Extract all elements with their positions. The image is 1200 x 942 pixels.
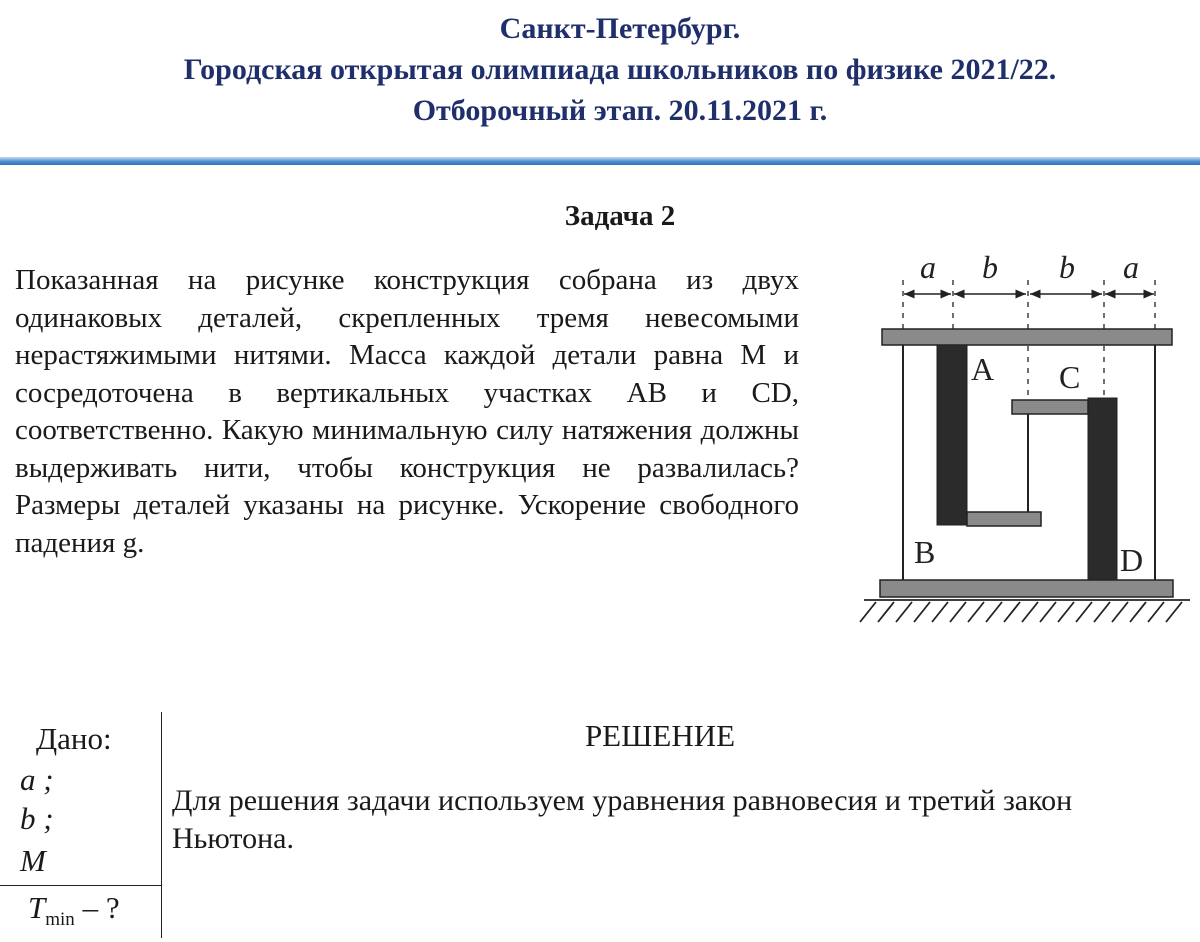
header-line-city: Санкт-Петербург. bbox=[499, 12, 741, 45]
dim-label-a-left: a bbox=[920, 249, 936, 285]
part-ab-horizontal bbox=[967, 512, 1041, 526]
given-title: Дано: bbox=[36, 721, 112, 756]
ground-hatching bbox=[860, 600, 1190, 622]
header-line-olympiad: Городская открытая олимпиада школьников по физике 2021/22. bbox=[183, 53, 1057, 86]
document-header bbox=[0, 8, 1200, 131]
part-cd-horizontal bbox=[1012, 400, 1088, 414]
find-quantity bbox=[28, 890, 120, 931]
dim-label-a-right: a bbox=[1123, 249, 1139, 285]
top-bar bbox=[882, 329, 1172, 345]
header-divider bbox=[0, 157, 1200, 165]
given-block bbox=[0, 712, 162, 938]
solution-title: РЕШЕНИЕ bbox=[584, 718, 736, 753]
label-d: D bbox=[1120, 542, 1144, 578]
construction-figure bbox=[850, 238, 1195, 628]
find-subscript: min bbox=[45, 909, 75, 931]
dim-label-b-left: b bbox=[982, 249, 998, 285]
given-divider bbox=[0, 885, 161, 886]
task-title: Задача 2 bbox=[564, 200, 676, 232]
problem-statement: Показанная на рисунке конструкция собрана из двух одинаковых деталей, скрепленных тремя невесомыми нерастяжимыми нитями. Масса каждой детали равна M и сосредоточена в вертикальных участках AB и CD, соответственно. Какую минимальную силу натяжения должны выдерживать нити, чтобы конструкция не развалилась? Размеры деталей указаны на рисунке. Ускорение свободного падения g. bbox=[15, 264, 799, 559]
label-c: C bbox=[1059, 359, 1081, 395]
bottom-bar bbox=[880, 580, 1173, 597]
part-ab-vertical bbox=[937, 345, 967, 525]
dim-label-b-right: b bbox=[1059, 249, 1075, 285]
given-b: b ; bbox=[20, 801, 54, 836]
label-a: A bbox=[971, 351, 995, 387]
find-symbol: T bbox=[28, 890, 46, 925]
given-m: M bbox=[20, 843, 46, 878]
find-question: – ? bbox=[74, 890, 120, 925]
solution-text: Для решения задачи используем уравнения равновесия и третий закон Ньютона. bbox=[172, 784, 1073, 855]
label-b: B bbox=[914, 534, 936, 570]
header-line-stage: Отборочный этап. 20.11.2021 г. bbox=[412, 94, 828, 127]
given-a: a ; bbox=[20, 762, 54, 797]
part-cd-vertical bbox=[1088, 398, 1117, 580]
